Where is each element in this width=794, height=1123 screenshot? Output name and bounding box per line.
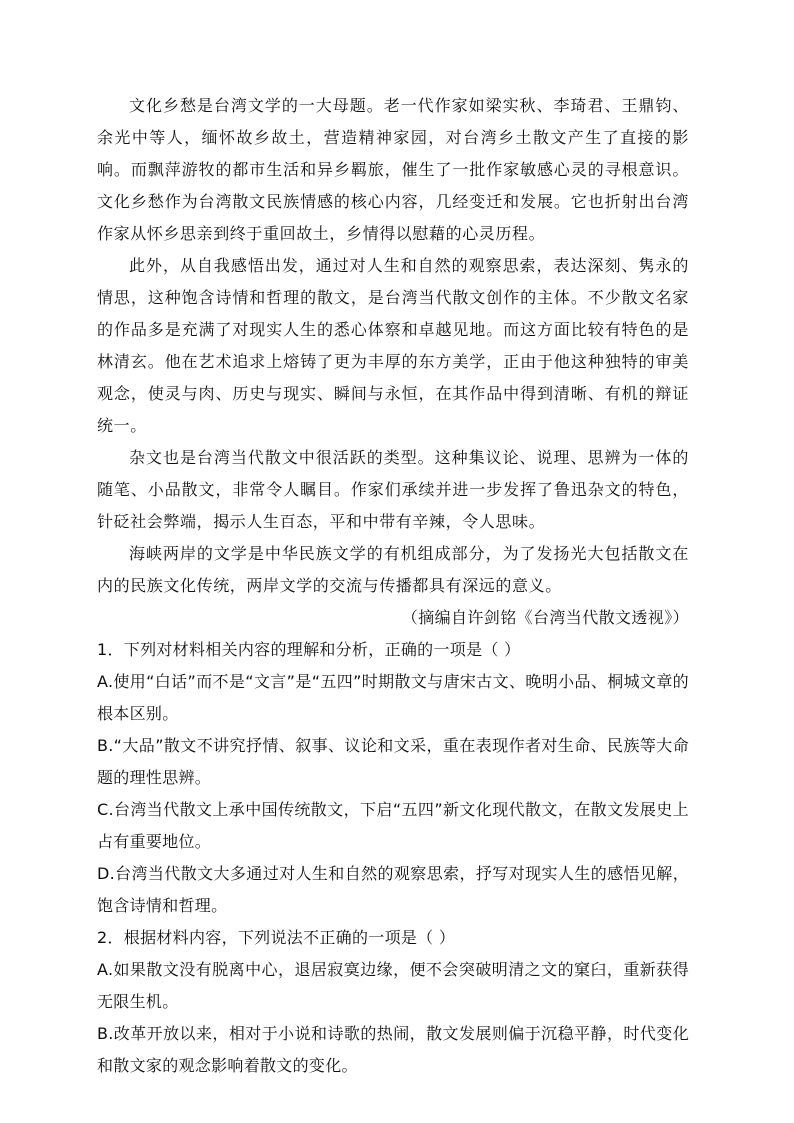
reading-passage [97, 90, 689, 634]
question-1-option-d: D.台湾当代散文大多通过对人生和自然的观察思索，抒写对现实人生的感悟见解，饱含诗情和哲理。 [97, 864, 689, 915]
question-1-option-a: A.使用“白话”而不是“文言”是“五四”时期散文与唐宋古文、晚明小品、桐城文章的根本区别。 [97, 672, 689, 723]
passage-source: （摘编自许剑铭《台湾当代散文透视》） [401, 608, 689, 627]
question-1-option-c: C.台湾当代散文上承中国传统散文，下启“五四”新文化现代散文，在散文发展史上占有重要地位。 [97, 800, 689, 851]
question-1 [97, 634, 689, 922]
passage-paragraph-2: 此外，从自我感悟出发，通过对人生和自然的观察思索，表达深刻、隽永的情思，这种饱含诗情和哲理的散文，是台湾当代散文创作的主体。不少散文名家的作品多是充满了对现实人生的悉心体察和卓越见地。而这方面比较有特色的是林清玄。他在艺术追求上熔铸了更为丰厚的东方美学，正由于他这种独特的审美观念，使灵与肉、历史与现实、瞬间与永恒，在其作品中得到清晰、有机的辩证统一。 [97, 256, 689, 435]
page-content [97, 90, 689, 1082]
passage-paragraph-1: 文化乡愁是台湾文学的一大母题。老一代作家如梁实秋、李琦君、王鼎钧、余光中等人，缅怀故乡故土，营造精神家园，对台湾乡土散文产生了直接的影响。而飘萍游牧的都市生活和异乡羁旅，催生了一批作家敏感心灵的寻根意识。文化乡愁作为台湾散文民族情感的核心内容，几经变迁和发展。它也折射出台湾作家从怀乡思亲到终于重回故土，乡情得以慰藉的心灵历程。 [97, 96, 689, 243]
question-2 [97, 922, 689, 1082]
question-1-stem: 1．下列对材料相关内容的理解和分析，正确的一项是（ ） [97, 640, 521, 659]
question-2-option-a: A.如果散文没有脱离中心，退居寂寞边缘，便不会突破明清之文的窠臼，重新获得无限生机。 [97, 960, 689, 1011]
question-2-option-b: B.改革开放以来，相对于小说和诗歌的热闹，散文发展则偏于沉稳平静，时代变化和散文家的观念影响着散文的变化。 [97, 1024, 689, 1075]
passage-paragraph-4: 海峡两岸的文学是中华民族文学的有机组成部分，为了发扬光大包括散文在内的民族文化传统，两岸文学的交流与传播都具有深远的意义。 [97, 544, 689, 595]
question-2-stem: 2．根据材料内容，下列说法不正确的一项是（ ） [97, 928, 456, 947]
passage-paragraph-3: 杂文也是台湾当代散文中很活跃的类型。这种集议论、说理、思辨为一体的随笔、小品散文，非常令人瞩目。作家们承续并进一步发挥了鲁迅杂文的特色，针砭社会弊端，揭示人生百态，平和中带有辛辣，令人思味。 [97, 448, 689, 531]
question-1-option-b: B.“大品”散文不讲究抒情、叙事、议论和文采，重在表现作者对生命、民族等大命题的理性思辨。 [97, 736, 689, 787]
